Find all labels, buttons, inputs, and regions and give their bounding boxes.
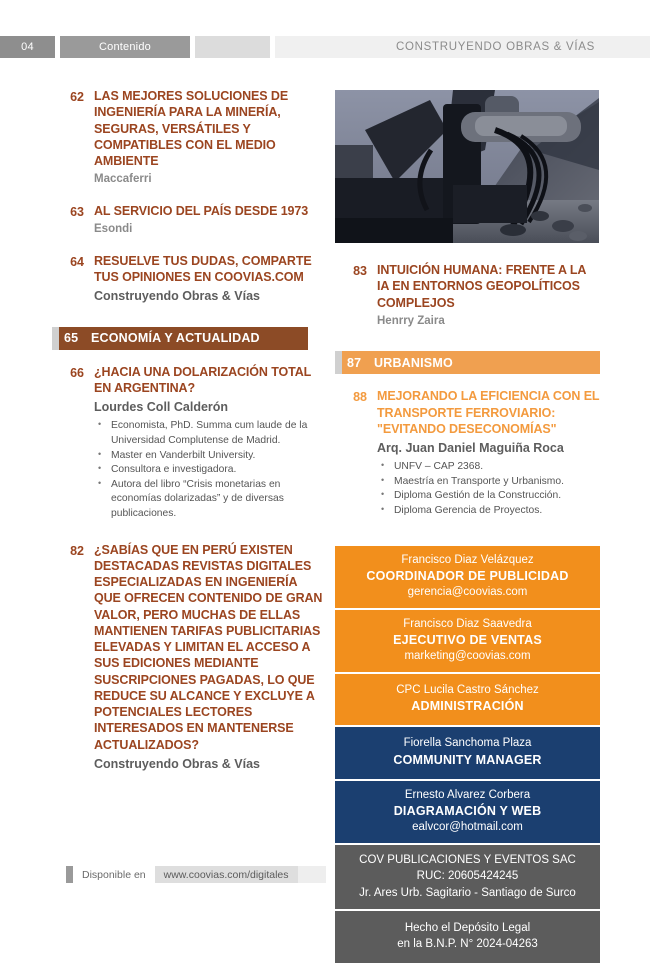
section-tab <box>335 351 342 374</box>
contact-name: Francisco Diaz Velázquez <box>401 554 534 566</box>
company-name: COV PUBLICACIONES Y EVENTOS SAC <box>359 853 576 866</box>
entry-title: ¿HACIA UNA DOLARIZACIÓN TOTAL EN ARGENTINA? <box>94 364 311 396</box>
credential-item: • Autora del libro “Crisis monetarias en economías dolarizadas” y de diversas publicaciones. <box>94 478 324 522</box>
deposit-label: Hecho el Depósito Legal <box>404 921 531 934</box>
section-header-urbanismo <box>335 351 600 374</box>
toc-entry[interactable] <box>52 203 324 238</box>
credential-item: • Diploma Gestión de la Construcción. <box>377 489 600 504</box>
contact-name: Ernesto Alvarez Corbera <box>404 789 531 802</box>
contact-role: COMMUNITY MANAGER <box>393 752 542 767</box>
toc-entry[interactable] <box>52 542 324 773</box>
contact-role: COORDINADOR DE PUBLICIDAD <box>366 569 569 584</box>
contact-name: Francisco Diaz Saavedra <box>403 617 532 630</box>
entry-title: AL SERVICIO DEL PAÍS DESDE 1973 <box>94 203 309 218</box>
entry-author: Construyendo Obras & Vías <box>94 756 261 771</box>
toc-entry[interactable] <box>335 262 600 329</box>
credential-item: • Diploma Gerencia de Proyectos. <box>377 504 600 519</box>
availability-marker-icon <box>66 866 73 883</box>
entry-author: Construyendo Obras & Vías <box>94 289 261 304</box>
left-column <box>52 88 324 788</box>
contact-card[interactable] <box>335 674 600 726</box>
contact-card[interactable] <box>335 781 600 843</box>
entry-credentials <box>94 419 324 521</box>
contact-card[interactable] <box>335 610 600 672</box>
company-ruc: RUC: 20605424245 <box>416 870 519 883</box>
entry-credentials <box>377 460 600 518</box>
entry-page-number: 64 <box>70 254 84 269</box>
contact-email[interactable]: ealvcor@hotmail.com <box>412 820 523 833</box>
section-number: 65 <box>64 331 79 346</box>
entry-page-number: 83 <box>353 264 367 278</box>
entry-author: Henrry Zaira <box>377 314 445 327</box>
credential-item: • Consultora e investigadora. <box>94 463 324 478</box>
entry-title: MEJORANDO LA EFICIENCIA CON EL TRANSPORTE FERROVIARIO: "EVITANDO DESECONOMÍAS" <box>377 389 600 436</box>
contact-role: ADMINISTRACIÓN <box>411 698 524 713</box>
contact-email[interactable]: gerencia@coovias.com <box>407 585 528 598</box>
entry-title: RESUELVE TUS DUDAS, COMPARTE TUS OPINIONES EN COOVIAS.COM <box>94 253 312 284</box>
section-number: 87 <box>347 355 362 370</box>
section-label: ECONOMÍA Y ACTUALIDAD <box>91 331 260 346</box>
entry-author: Maccaferri <box>94 173 152 186</box>
entry-page-number: 88 <box>353 390 367 405</box>
section-header-economia <box>52 327 308 350</box>
contact-card[interactable] <box>335 727 600 779</box>
section-tab <box>52 327 59 350</box>
entry-title: INTUICIÓN HUMANA: FRENTE A LA IA EN ENTORNOS GEOPOLÍTICOS COMPLEJOS <box>377 263 586 310</box>
contact-name: Fiorella Sanchoma Plaza <box>403 737 532 750</box>
toc-entry[interactable] <box>52 88 324 188</box>
entry-author: Esondi <box>94 223 133 236</box>
toc-entry[interactable] <box>52 364 324 522</box>
section-label: URBANISMO <box>374 355 453 370</box>
entry-author: Arq. Juan Daniel Maguiña Roca <box>377 441 564 456</box>
credential-item: • Master en Vanderbilt University. <box>94 449 324 464</box>
entry-author: Lourdes Coll Calderón <box>94 400 229 415</box>
contact-name: CPC Lucila Castro Sánchez <box>396 683 539 696</box>
contact-role: DIAGRAMACIÓN Y WEB <box>393 804 542 819</box>
staff-contact-cards <box>335 546 600 965</box>
header-section-label: Contenido <box>60 36 190 58</box>
toc-entry[interactable] <box>52 253 324 305</box>
contact-email[interactable]: marketing@coovias.com <box>404 649 531 662</box>
right-column <box>335 262 600 533</box>
website-url[interactable]: www.coovias.com/digitales <box>155 866 298 883</box>
legal-card-deposit <box>335 911 600 963</box>
entry-title: ¿SABÍAS QUE EN PERÚ EXISTEN DESTACADAS REVISTAS DIGITALES ESPECIALIZADAS EN INGENIERÍA QUE OFRECEN CONTENIDO DE GRAN VALOR, PERO MUCHAS DE ELLAS MANTIENEN TARIFAS PUBLICITARIAS ELEVADAS Y LIMITAN EL ACCESO A SUS EDICIONES MEDIANTE SUSCRIPCIONES PAGADAS, LO QUE REDUCE SU ALCANCE Y EXCLUYE A POTENCIALES LECTORES INTERESADOS EN MANTENERSE ACTUALIZADOS? <box>94 542 323 752</box>
contact-card[interactable] <box>335 546 600 608</box>
credential-item: • Economista, PhD. Summa cum laude de la Universidad Complutense de Madrid. <box>94 419 324 448</box>
deposit-number: en la B.N.P. N° 2024-04263 <box>397 938 538 951</box>
entry-page-number: 82 <box>70 543 84 558</box>
magazine-title: CONSTRUYENDO OBRAS & VÍAS <box>275 36 650 58</box>
entry-page-number: 63 <box>70 204 84 219</box>
legal-card-company <box>335 845 600 909</box>
availability-bar <box>66 866 326 883</box>
entry-title: LAS MEJORES SOLUCIONES DE INGENIERÍA PARA LA MINERÍA, SEGURAS, VERSÁTILES Y COMPATIBLES CON EL MEDIO AMBIENTE <box>94 89 289 168</box>
page-header-bar <box>0 36 650 58</box>
excavator-machinery-photo <box>335 90 599 243</box>
contact-role: EJECUTIVO DE VENTAS <box>393 633 542 648</box>
availability-label: Disponible en <box>82 868 146 881</box>
credential-item: • Maestría en Transporte y Urbanismo. <box>377 475 600 490</box>
header-accent-block <box>195 36 270 58</box>
entry-page-number: 62 <box>70 90 84 104</box>
page-number: 04 <box>0 36 55 58</box>
credential-item: • UNFV – CAP 2368. <box>377 460 600 475</box>
toc-entry[interactable] <box>335 388 600 518</box>
availability-end-block <box>298 866 326 883</box>
entry-page-number: 66 <box>70 365 84 380</box>
company-address: Jr. Ares Urb. Sagitario - Santiago de Surco <box>359 886 576 899</box>
